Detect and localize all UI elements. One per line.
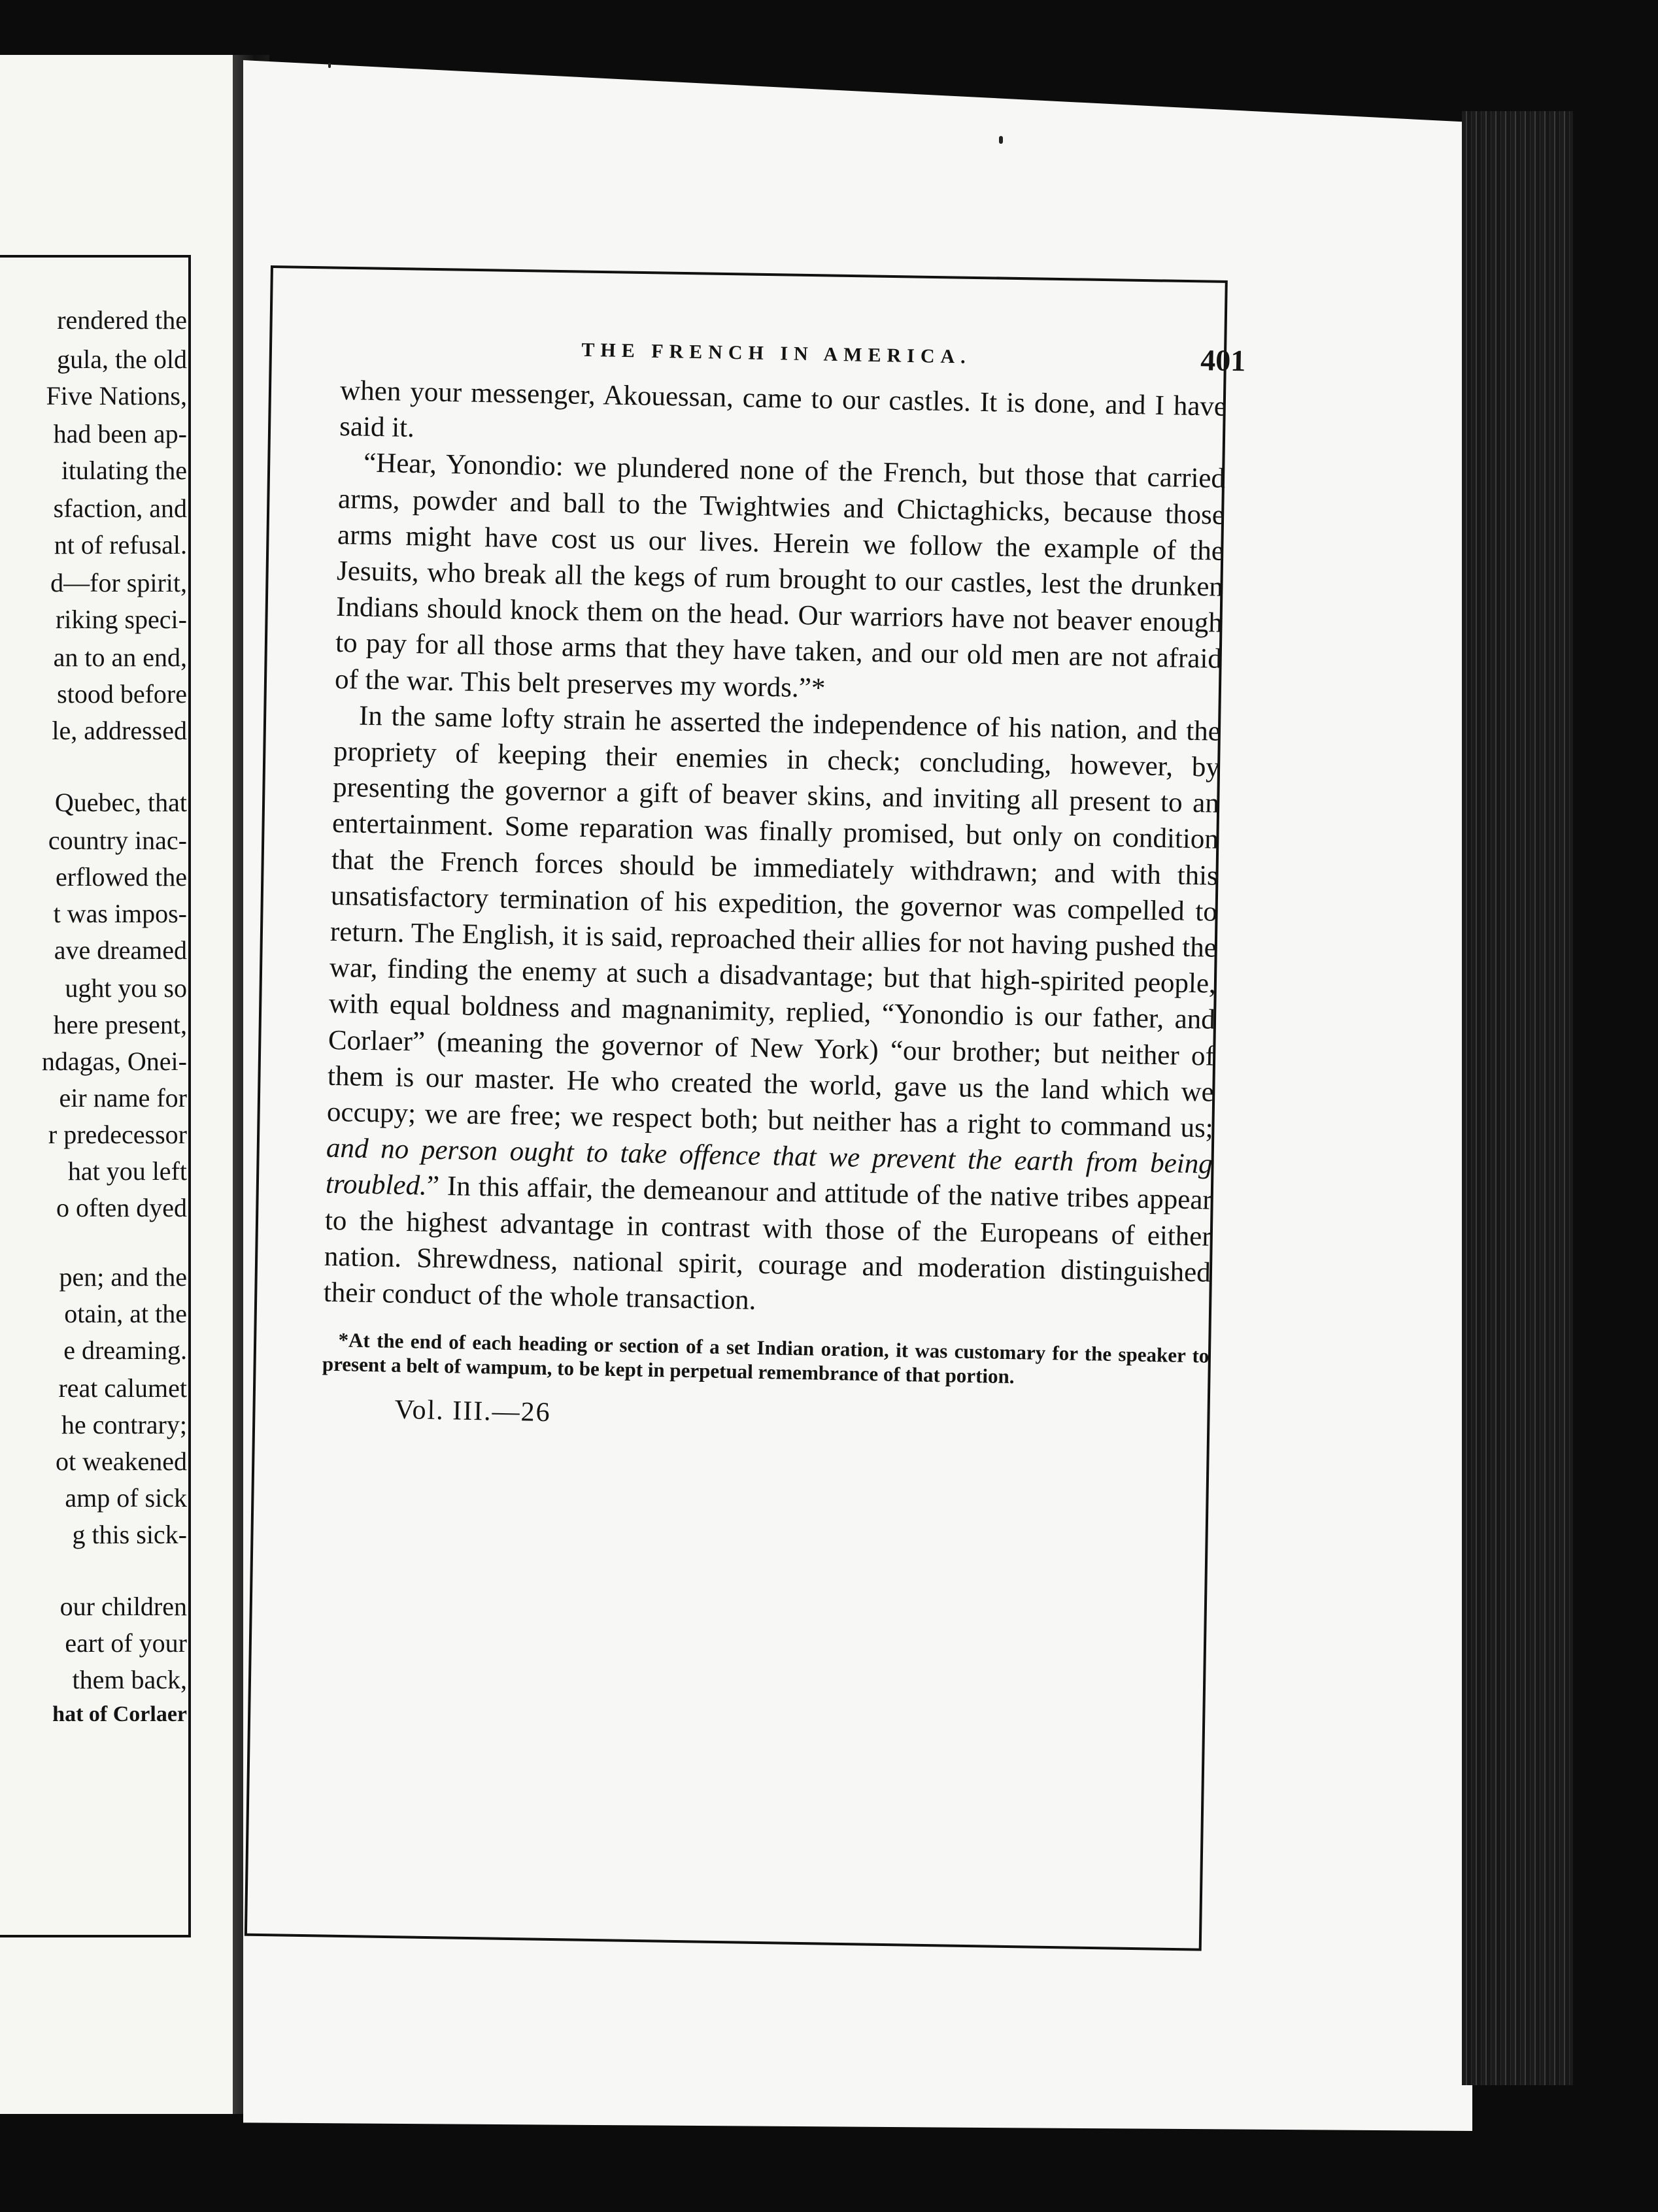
left-page-line: them back, bbox=[72, 1665, 187, 1694]
left-page-line: reat calumet bbox=[58, 1373, 187, 1403]
left-page-line: nt of refusal. bbox=[54, 530, 187, 560]
left-page-line: ot weakened bbox=[55, 1447, 187, 1476]
left-page bbox=[0, 55, 235, 2114]
left-page-line: riking speci- bbox=[55, 605, 187, 634]
left-page-line: o often dyed bbox=[56, 1193, 187, 1222]
left-page-line: stood before bbox=[57, 679, 187, 709]
left-page-line: otain, at the bbox=[64, 1299, 187, 1328]
left-page-line: itulating the bbox=[61, 456, 187, 485]
left-page-line: he contrary; bbox=[61, 1410, 187, 1439]
paragraph-narrative bbox=[323, 697, 1221, 1327]
left-page-line: country inac- bbox=[48, 826, 187, 855]
body-text bbox=[323, 373, 1227, 1327]
left-page-line: hat you left bbox=[67, 1156, 187, 1186]
left-page-line: d—for spirit, bbox=[50, 568, 187, 597]
left-page-line: t was impos- bbox=[53, 899, 187, 928]
left-page-line: pen; and the bbox=[59, 1262, 187, 1292]
left-page-line: our children bbox=[59, 1592, 187, 1621]
running-title: THE FRENCH IN AMERICA. bbox=[581, 339, 972, 368]
left-page-line: e dreaming. bbox=[63, 1335, 187, 1365]
ink-speck bbox=[999, 136, 1003, 144]
left-page-line: ndagas, Onei- bbox=[41, 1047, 187, 1076]
left-page-line: gula, the old bbox=[57, 344, 187, 374]
italic-quotation: and no person ought to take offence that we prevent the earth from being troubled. bbox=[325, 1133, 1213, 1202]
paragraph-speech: “Hear, Yonondio: we plundered none of the French, but those that carried arms, powder and ball to the Twightwies and Chictaghicks, because those arms might have cost us our lives. Herein we follow the example of the Jesuits, who break all the kegs of rum brought to our castles, lest the drunken Indians should knock them on the head. Our warriors have not beaver enough to pay for all those arms that they have taken, and our old men are not afraid of the war. This belt preserves my words.”* bbox=[334, 448, 1226, 704]
left-page-line: had been ap- bbox=[53, 419, 187, 448]
left-page-line: Quebec, that bbox=[54, 788, 187, 817]
page-number: 401 bbox=[1200, 343, 1246, 378]
left-page-line: ught you so bbox=[65, 973, 187, 1003]
left-page-line: ave dreamed bbox=[54, 935, 187, 965]
left-page-line: le, addressed bbox=[52, 716, 187, 745]
page-edges bbox=[1462, 111, 1573, 2085]
left-page-line: amp of sick bbox=[65, 1483, 187, 1513]
ink-speck bbox=[328, 63, 331, 68]
left-page-line: eir name for bbox=[59, 1083, 187, 1113]
left-page-line: Five Nations, bbox=[46, 381, 187, 411]
footnote: *At the end of each heading or section of a set Indian oration, it was customary for the speaker to present a belt of wampum, to be kept in perpetual remembrance of that portion. bbox=[322, 1328, 1210, 1388]
left-page-line: erflowed the bbox=[55, 862, 187, 892]
left-page-line: r predecessor bbox=[48, 1120, 187, 1149]
left-page-line: rendered the bbox=[57, 305, 187, 335]
signature-mark: Vol. III.—26 bbox=[394, 1395, 552, 1428]
page-content bbox=[321, 327, 1246, 1441]
left-page-line: eart of your bbox=[65, 1628, 187, 1658]
paragraph-narrative-end: ” In this affair, the demeanour and attitude of the native tribes appear to the highest advantage in contrast with those of the Europeans of either nation. Shrewdness, national spirit, courage and moderation distinguished their conduct of the whole transaction. bbox=[323, 1171, 1213, 1316]
left-page-line: here present, bbox=[53, 1010, 187, 1039]
left-page-line: an to an end, bbox=[53, 643, 187, 672]
left-page-line: hat of Corlaer bbox=[52, 1702, 187, 1726]
left-page-line: g this sick- bbox=[72, 1520, 187, 1549]
paragraph-narrative-start: In the same lofty strain he asserted the independence of his nation, and the propriety of keeping their enemies in check; concluding, however, by presenting the governor a gift of beaver skins, and inviting all present to an entertainment. Some reparation was finally promised, but only on condition that the French forces should be immediately withdrawn; and with this unsatisfactory termination of his expedition, the governor was compelled to return. The English, it is said, reproached their allies for not having pushed the war, finding the enemy at such a disadvantage; but that high-spirited people, with equal boldness and magnanimity, replied, “Yonondio is our father, and Corlaer” (meaning the governor of New York) “our brother; but neither of them is our master. He who created the world, gave us the land which we occupy; we are free; we respect both; but neither has a right to command us; bbox=[326, 700, 1221, 1144]
paragraph-continued: when your messenger, Akouessan, came to our castles. It is done, and I have said it. bbox=[339, 375, 1227, 444]
left-page-line: sfaction, and bbox=[53, 494, 187, 523]
